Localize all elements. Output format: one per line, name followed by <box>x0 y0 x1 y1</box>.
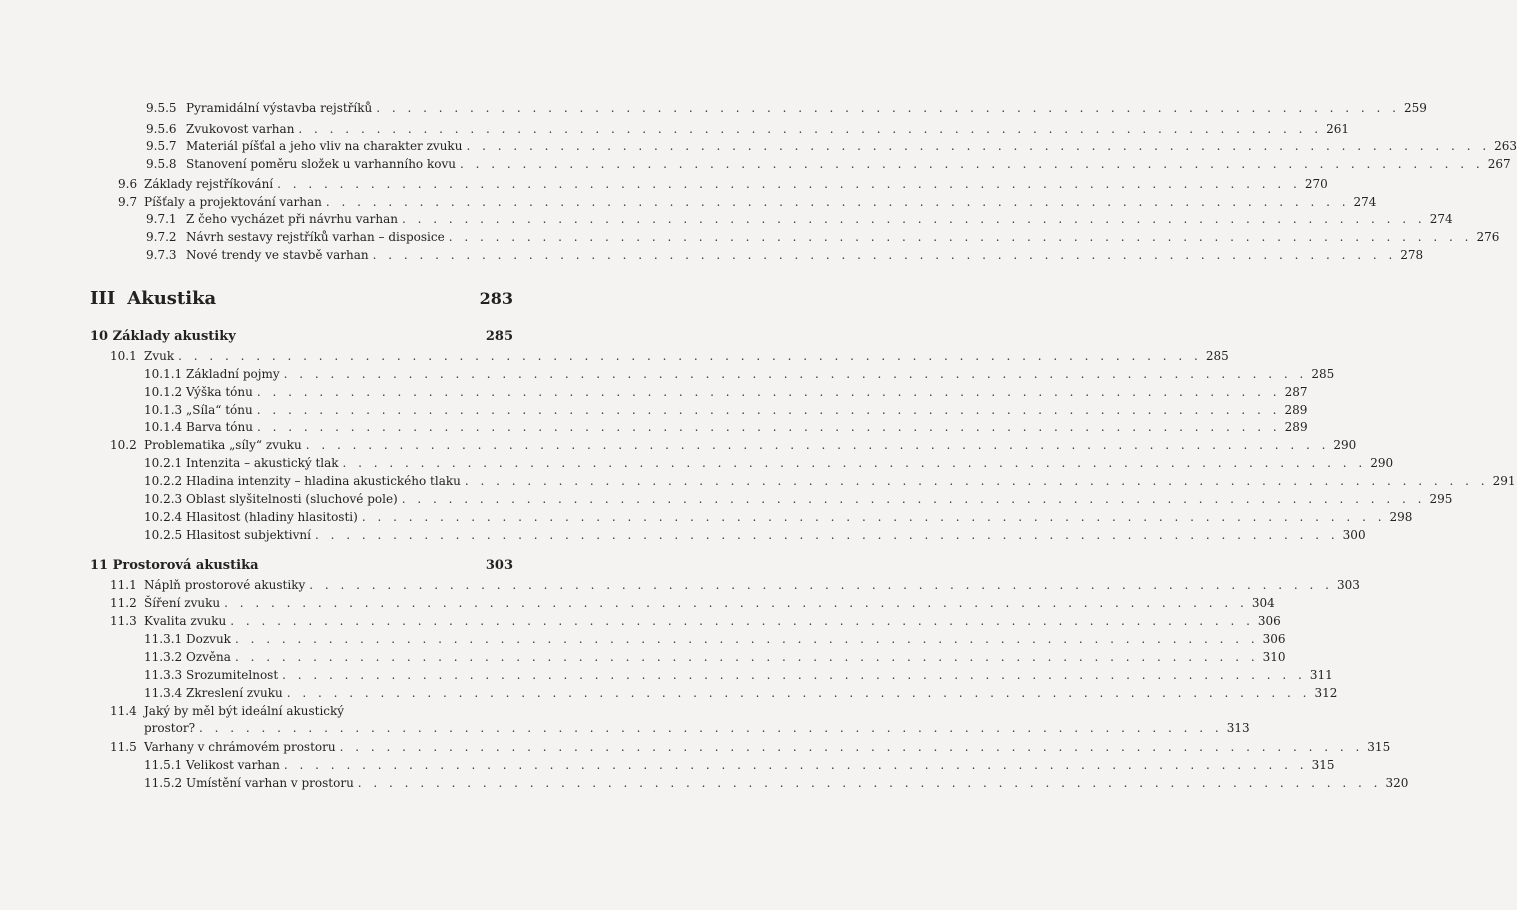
chapter-title: 10 Základy akustiky <box>90 329 236 344</box>
entry-number: 11.3.4 <box>144 686 183 700</box>
entry-title: Píšťaly a projektování varhan <box>144 195 322 209</box>
entry-number: 11.3 <box>110 614 137 628</box>
entry-page: 274 <box>1429 212 1453 226</box>
entry-number: 10.1 <box>110 349 137 363</box>
entry-number: 10.2.5 <box>144 528 183 542</box>
entry-number: 11.5.2 <box>144 776 183 790</box>
entry-number: 9.5.8 <box>146 157 177 171</box>
entry-title: Intenzita – akustický tlak <box>186 456 339 470</box>
entry-page: 274 <box>1353 195 1377 209</box>
entry-number: 11.4 <box>110 704 137 718</box>
entry-number: 10.2.2 <box>144 474 183 488</box>
entry-page: 310 <box>1262 650 1286 664</box>
toc-entry[interactable] <box>118 194 1377 210</box>
leader-dots <box>340 739 1364 755</box>
entry-number: 10.1.4 <box>144 420 183 434</box>
entry-title-continued: prostor? <box>144 721 196 735</box>
leader-dots <box>465 473 1489 489</box>
part-heading[interactable] <box>90 288 513 309</box>
entry-title: „Síla“ tónu <box>186 403 253 417</box>
leader-dots <box>460 156 1484 172</box>
entry-number: 9.5.6 <box>146 122 177 136</box>
entry-title: Stanovení poměru složek u varhanního kovu <box>186 157 456 171</box>
entry-page: 315 <box>1311 758 1335 772</box>
chapter-page: 285 <box>485 329 513 344</box>
toc-entry[interactable] <box>110 348 1229 364</box>
entry-title: Srozumitelnost <box>186 668 279 682</box>
leader-dots <box>306 437 1330 453</box>
toc-entry-wrapped-line2[interactable] <box>110 720 1250 736</box>
entry-number: 9.6 <box>118 177 138 191</box>
entry-number: 9.5.7 <box>146 139 177 153</box>
entry-page: 287 <box>1284 385 1308 399</box>
leader-dots <box>235 631 1259 647</box>
chapter-title: 11 Prostorová akustika <box>90 558 259 573</box>
entry-page: 285 <box>1205 349 1229 363</box>
leader-dots <box>449 229 1473 245</box>
entry-page: 304 <box>1251 596 1275 610</box>
leader-dots <box>282 667 1306 683</box>
entry-title: Zvuk <box>144 349 175 363</box>
toc-entry[interactable] <box>144 667 1333 683</box>
leader-dots <box>402 491 1426 507</box>
leader-dots <box>298 121 1322 137</box>
chapter-page: 303 <box>485 558 513 573</box>
entry-page: 278 <box>1400 248 1424 262</box>
entry-title: Velikost varhan <box>186 758 280 772</box>
entry-page: 313 <box>1226 721 1250 735</box>
entry-title: Barva tónu <box>186 420 253 434</box>
entry-number: 10.2.4 <box>144 510 183 524</box>
toc-entry[interactable] <box>146 121 1350 137</box>
leader-dots <box>373 247 1397 263</box>
toc-entry[interactable] <box>144 473 1516 489</box>
leader-dots <box>284 366 1308 382</box>
toc-entry[interactable] <box>144 509 1413 525</box>
toc-entry[interactable] <box>144 419 1308 435</box>
entry-page: 311 <box>1309 668 1333 682</box>
entry-page: 270 <box>1304 177 1328 191</box>
toc-entry[interactable] <box>110 595 1275 611</box>
part-number: III <box>90 288 116 309</box>
toc-entry[interactable] <box>146 229 1500 245</box>
toc-entry[interactable] <box>110 437 1357 453</box>
leader-dots <box>309 577 1333 593</box>
toc-entry[interactable] <box>144 491 1453 507</box>
entry-page: 320 <box>1385 776 1409 790</box>
part-label <box>90 288 216 309</box>
leader-dots <box>230 613 1254 629</box>
toc-entry[interactable] <box>144 366 1335 382</box>
leader-dots <box>277 176 1301 192</box>
entry-number: 10.1.1 <box>144 367 183 381</box>
entry-title: Dozvuk <box>186 632 231 646</box>
entry-title: Pyramidální výstavba rejstříků <box>186 101 373 115</box>
entry-title: Základy rejstříkování <box>144 177 274 191</box>
entry-page: 289 <box>1284 420 1308 434</box>
toc-entry[interactable] <box>110 613 1281 629</box>
entry-title: Oblast slyšitelnosti (sluchové pole) <box>186 492 398 506</box>
entry-page: 276 <box>1476 230 1500 244</box>
entry-title: Návrh sestavy rejstříků varhan – disposice <box>186 230 445 244</box>
toc-entry[interactable] <box>144 384 1308 400</box>
part-title: Akustika <box>127 288 217 309</box>
entry-title: Umístění varhan v prostoru <box>186 776 354 790</box>
entry-number: 11.3.2 <box>144 650 183 664</box>
leader-dots <box>362 509 1386 525</box>
entry-title: Ozvěna <box>186 650 231 664</box>
entry-number: 11.3.3 <box>144 668 183 682</box>
toc-entry[interactable] <box>146 138 1517 154</box>
leader-dots <box>178 348 1202 364</box>
leader-dots <box>402 211 1426 227</box>
toc-entry[interactable] <box>144 527 1366 543</box>
toc-entry[interactable] <box>144 402 1308 418</box>
entry-page: 289 <box>1284 403 1308 417</box>
leader-dots <box>224 595 1248 611</box>
entry-page: 315 <box>1367 740 1391 754</box>
leader-dots <box>257 384 1281 400</box>
entry-page: 312 <box>1314 686 1338 700</box>
leader-dots <box>235 649 1259 665</box>
toc-entry[interactable] <box>144 649 1286 665</box>
entry-number: 9.5.5 <box>146 101 177 115</box>
entry-number: 11.5 <box>110 740 137 754</box>
leader-dots <box>199 720 1223 736</box>
entry-title: Hlasitost (hladiny hlasitosti) <box>186 510 358 524</box>
entry-number: 11.1 <box>110 578 137 592</box>
entry-page: 267 <box>1487 157 1511 171</box>
leader-dots <box>326 194 1350 210</box>
leader-dots <box>287 685 1311 701</box>
toc-entry[interactable] <box>144 685 1338 701</box>
toc-entry-wrapped-line1[interactable] <box>110 703 513 719</box>
entry-title: Náplň prostorové akustiky <box>144 578 306 592</box>
entry-number: 9.7.3 <box>146 248 177 262</box>
entry-title: Základní pojmy <box>186 367 280 381</box>
entry-page: 261 <box>1326 122 1350 136</box>
leader-dots <box>257 402 1281 418</box>
entry-title: Zvukovost varhan <box>186 122 295 136</box>
toc-entry[interactable] <box>110 739 1391 755</box>
leader-dots <box>376 100 1400 116</box>
toc-entry[interactable] <box>146 247 1424 263</box>
toc-entry[interactable] <box>118 176 1328 192</box>
entry-page: 298 <box>1389 510 1413 524</box>
entry-number: 10.1.2 <box>144 385 183 399</box>
entry-title: Kvalita zvuku <box>144 614 227 628</box>
entry-number: 10.2 <box>110 438 137 452</box>
entry-number: 9.7 <box>118 195 138 209</box>
toc-entry[interactable] <box>144 455 1394 471</box>
entry-title: Zkreslení zvuku <box>186 686 283 700</box>
entry-page: 290 <box>1370 456 1394 470</box>
toc-entry[interactable] <box>146 100 1427 116</box>
entry-page: 263 <box>1494 139 1517 153</box>
entry-page: 306 <box>1257 614 1281 628</box>
chapter-heading[interactable] <box>90 558 513 574</box>
entry-title: Nové trendy ve stavbě varhan <box>186 248 369 262</box>
entry-title: Hladina intenzity – hladina akustického tlaku <box>186 474 461 488</box>
entry-number: 11.5.1 <box>144 758 183 772</box>
leader-dots <box>257 419 1281 435</box>
chapter-heading[interactable] <box>90 329 513 345</box>
entry-page: 295 <box>1429 492 1453 506</box>
entry-page: 291 <box>1492 474 1516 488</box>
toc-entry[interactable] <box>146 156 1511 172</box>
entry-number: 9.7.1 <box>146 212 177 226</box>
entry-page: 259 <box>1403 101 1427 115</box>
entry-page: 303 <box>1336 578 1360 592</box>
entry-page: 306 <box>1262 632 1286 646</box>
part-page: 283 <box>479 289 513 308</box>
entry-title: Z čeho vycházet při návrhu varhan <box>186 212 398 226</box>
leader-dots <box>466 138 1490 154</box>
leader-dots <box>315 527 1339 543</box>
entry-number: 10.1.3 <box>144 403 183 417</box>
entry-number: 10.2.3 <box>144 492 183 506</box>
entry-title: Hlasitost subjektivní <box>186 528 311 542</box>
entry-title: Jaký by měl být ideální akustický <box>144 704 345 718</box>
entry-number: 11.3.1 <box>144 632 183 646</box>
toc-entry[interactable] <box>144 631 1286 647</box>
entry-number: 9.7.2 <box>146 230 177 244</box>
leader-dots <box>343 455 1367 471</box>
entry-title: Šíření zvuku <box>144 596 221 610</box>
entry-page: 285 <box>1311 367 1335 381</box>
entry-page: 290 <box>1333 438 1357 452</box>
toc-entry[interactable] <box>144 757 1335 773</box>
leader-dots <box>284 757 1308 773</box>
entry-title: Varhany v chrámovém prostoru <box>144 740 336 754</box>
entry-number: 10.2.1 <box>144 456 183 470</box>
entry-title: Výška tónu <box>186 385 253 399</box>
entry-page: 300 <box>1342 528 1366 542</box>
entry-title: Materiál píšťal a jeho vliv na charakter zvuku <box>186 139 463 153</box>
toc-entry[interactable] <box>110 577 1360 593</box>
entry-number: 11.2 <box>110 596 137 610</box>
entry-title: Problematika „síly“ zvuku <box>144 438 302 452</box>
toc-entry[interactable] <box>146 211 1453 227</box>
leader-dots <box>358 775 1382 791</box>
toc-entry[interactable] <box>144 775 1409 791</box>
